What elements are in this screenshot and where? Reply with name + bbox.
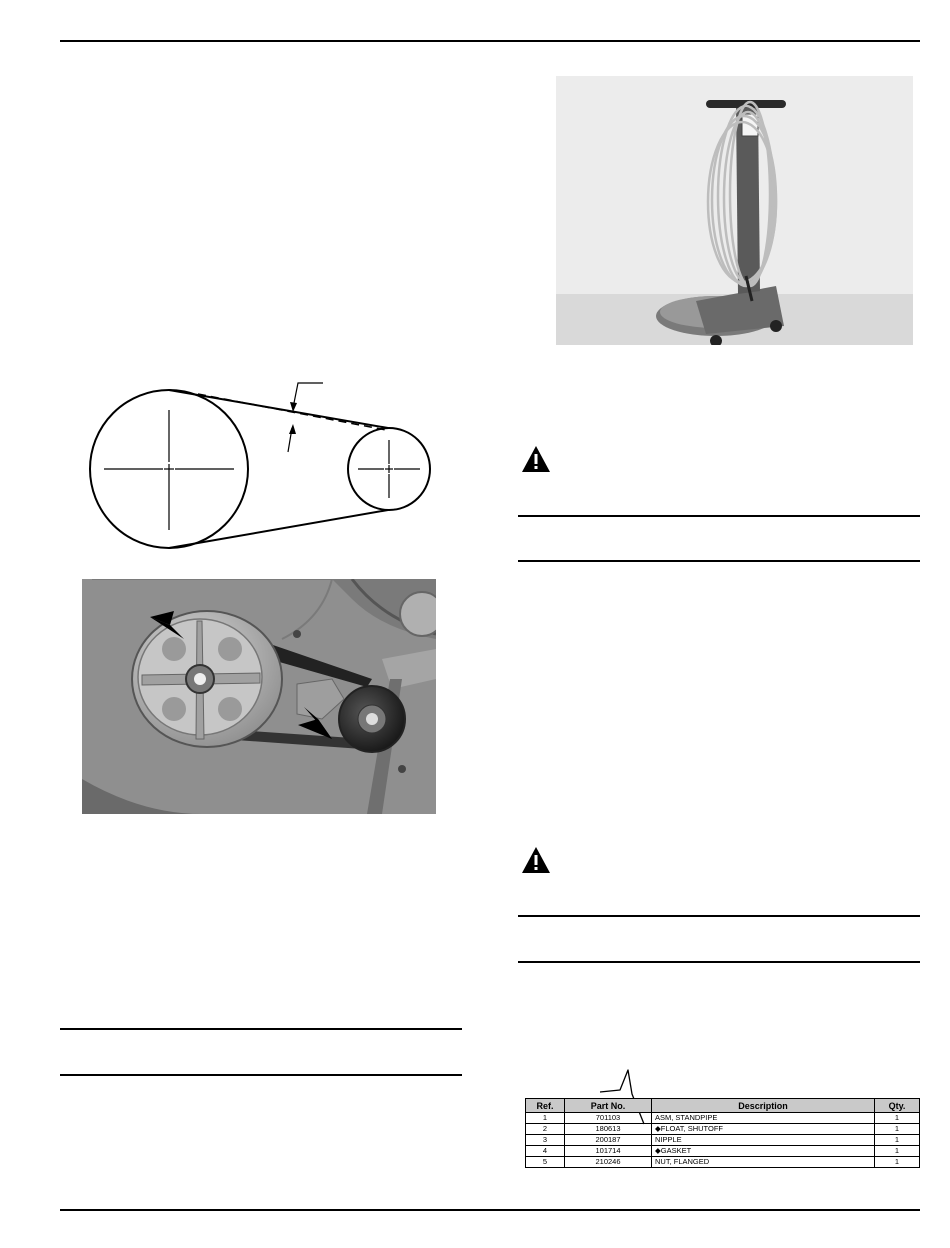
footer-rule: [60, 1209, 920, 1211]
qty-cell: 1: [875, 1157, 920, 1168]
ref-cell: 3: [526, 1135, 565, 1146]
part-no-cell: 180613: [565, 1124, 652, 1135]
qty-cell: 1: [875, 1124, 920, 1135]
floor-machine-photo: [556, 76, 913, 345]
qty-cell: 1: [875, 1113, 920, 1124]
description-cell: NUT, FLANGED: [652, 1157, 875, 1168]
section-rule-2: [60, 1074, 462, 1076]
table-row: [526, 1157, 920, 1168]
ref-cell: 4: [526, 1146, 565, 1157]
description-cell: ◆GASKET: [652, 1146, 875, 1157]
belt-deflection-diagram: [88, 380, 438, 555]
warning-triangle-icon: [521, 445, 551, 473]
deflection-reference-line: [198, 394, 386, 430]
section-rule-4: [518, 560, 920, 562]
table-row: [526, 1124, 920, 1135]
ref-cell: 1: [526, 1113, 565, 1124]
part-no-cell: 210246: [565, 1157, 652, 1168]
pulley-belt-photo: [82, 579, 436, 814]
section-rule-6: [518, 961, 920, 963]
table-row: [526, 1146, 920, 1157]
belt-bottom: [169, 510, 388, 548]
description-cell: NIPPLE: [652, 1135, 875, 1146]
section-rule-1: [60, 1028, 462, 1030]
description-cell: ◆FLOAT, SHUTOFF: [652, 1124, 875, 1135]
table-row: [526, 1135, 920, 1146]
ref-cell: 2: [526, 1124, 565, 1135]
part-no-cell: 701103: [565, 1113, 652, 1124]
qty-cell: 1: [875, 1146, 920, 1157]
qty-cell: 1: [875, 1135, 920, 1146]
description-cell: ASM, STANDPIPE: [652, 1113, 875, 1124]
col-ref-header: Ref.: [526, 1099, 565, 1113]
warning-triangle-icon: [521, 846, 551, 874]
parts-table: [525, 1098, 920, 1168]
section-rule-3: [518, 515, 920, 517]
part-no-cell: 101714: [565, 1146, 652, 1157]
section-rule-5: [518, 915, 920, 917]
parts-table-header: [526, 1099, 920, 1113]
col-part-no-header: Part No.: [565, 1099, 652, 1113]
part-no-cell: 200187: [565, 1135, 652, 1146]
col-description-header: Description: [652, 1099, 875, 1113]
table-row: [526, 1113, 920, 1124]
header-rule: [60, 40, 920, 42]
ref-cell: 5: [526, 1157, 565, 1168]
col-qty-header: Qty.: [875, 1099, 920, 1113]
